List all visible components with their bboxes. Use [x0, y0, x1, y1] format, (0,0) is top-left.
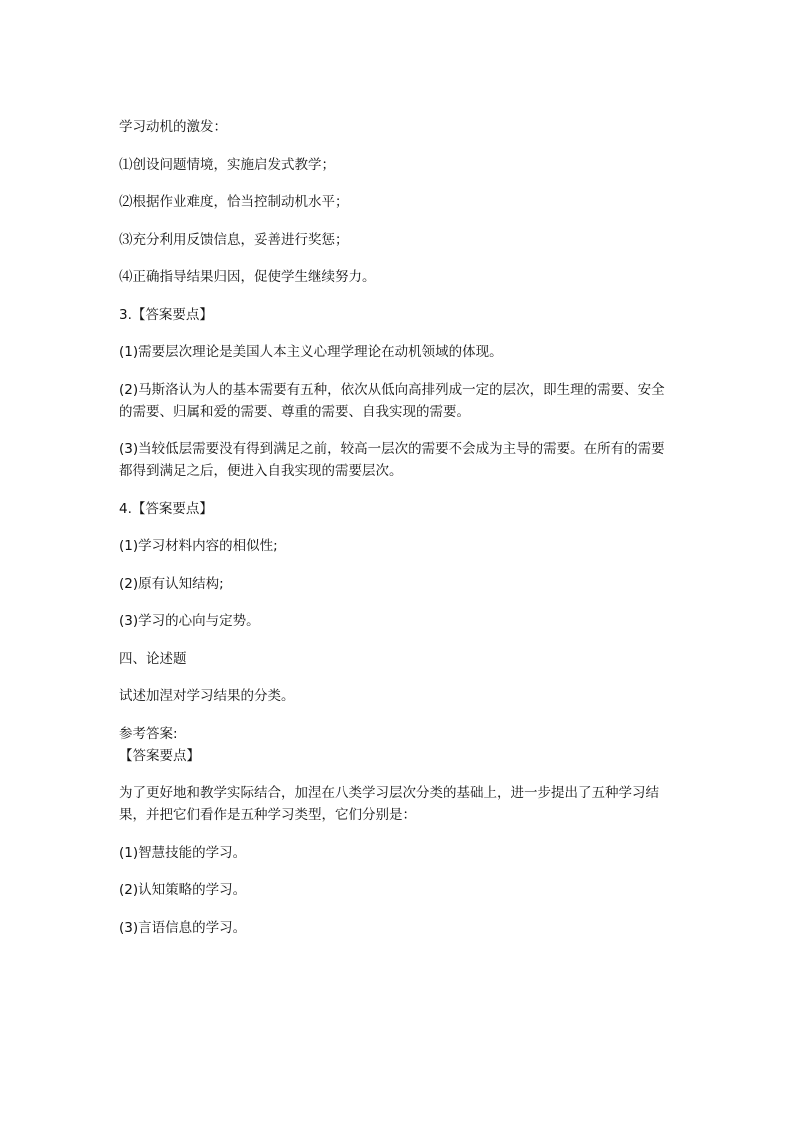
motivation-title: 学习动机的激发：: [119, 119, 227, 135]
q3-heading: 3.【答案要点】: [119, 306, 213, 323]
q4-item: (3)学习的心向与定势。: [119, 613, 260, 629]
essay-item: (2)认知策略的学习。: [119, 882, 247, 898]
essay-question: 试述加涅对学习结果的分类。: [119, 688, 295, 704]
q3-item: (3)当较低层需要没有得到满足之前，较高一层次的需要不会成为主导的需要。在所有的需要都得到满足之后，便进入自我实现的需要层次。: [119, 441, 665, 479]
essay-intro: 为了更好地和教学实际结合，加涅在八类学习层次分类的基础上，进一步提出了五种学习结果，并把它们看作是五种学习类型，它们分别是：: [119, 785, 659, 823]
q4-item: (1)学习材料内容的相似性;: [119, 538, 278, 554]
motivation-item: ⑶充分利用反馈信息，妥善进行奖惩；: [119, 231, 349, 248]
motivation-item: ⑷正确指导结果归因，促使学生继续努力。: [119, 269, 376, 285]
motivation-item: ⑵根据作业难度，恰当控制动机水平；: [119, 194, 349, 210]
q4-heading: 4.【答案要点】: [119, 500, 213, 517]
q3-item: (2)马斯洛认为人的基本需要有五种，依次从低向高排列成一定的层次，即生理的需要、安全的需要、归属和爱的需要、尊重的需要、自我实现的需要。: [119, 381, 665, 420]
motivation-item: ⑴创设问题情境，实施启发式教学；: [119, 156, 335, 173]
section-heading: 四、论述题: [119, 650, 187, 667]
reference-label: 参考答案:: [119, 725, 178, 742]
document-body: [119, 116, 677, 954]
q3-item: (1)需要层次理论是美国人本主义心理学理论在动机领域的体现。: [119, 344, 503, 360]
answer-points-label: 【答案要点】: [119, 747, 200, 764]
q4-item: (2)原有认知结构;: [119, 575, 224, 592]
essay-item: (1)智慧技能的学习。: [119, 844, 247, 861]
essay-item: (3)言语信息的学习。: [119, 919, 247, 936]
